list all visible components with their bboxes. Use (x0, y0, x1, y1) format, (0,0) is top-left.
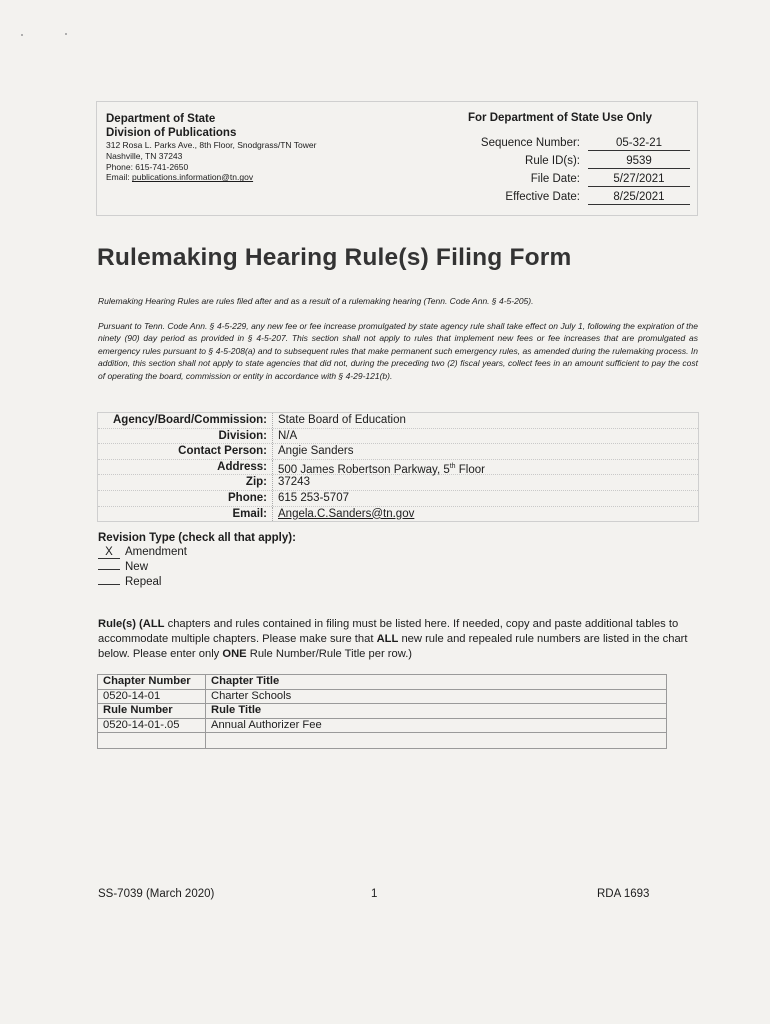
division-label: Division: (98, 429, 273, 444)
division-name: Division of Publications (106, 127, 237, 139)
rules-prefix: Rule(s) ( (98, 618, 143, 630)
email-link[interactable]: publications.information@tn.gov (131, 172, 254, 183)
footer-form-id: SS-7039 (March 2020) (98, 888, 215, 900)
rule-id-value: 9539 (588, 155, 690, 169)
phone-value: 615 253-5707 (278, 491, 349, 504)
address-row (98, 460, 698, 476)
contact-label: Contact Person: (98, 444, 273, 459)
zip-value: 37243 (278, 476, 310, 489)
table-row (98, 718, 667, 733)
use-only-title: For Department of State Use Only (468, 112, 653, 124)
revision-option-label: New (125, 561, 149, 573)
phone-label: Phone: (98, 491, 273, 506)
rule-id-label: Rule ID(s): (525, 155, 580, 167)
rules-one: ONE (222, 648, 247, 661)
dept-name: Department of State (106, 113, 216, 125)
effective-date-label: Effective Date: (505, 191, 580, 203)
rule-title-header: Rule Title (206, 704, 667, 719)
chapter-number-cell: 0520-14-01 (98, 689, 206, 704)
agency-email-value[interactable]: Angela.C.Sanders@tn.gov (278, 507, 415, 520)
empty-title-cell (206, 733, 667, 749)
rules-all-2: ALL (376, 633, 399, 646)
rules-text-2: new rule and repealed rule numbers are listed in the chart below. Please enter only (98, 633, 688, 661)
note-fees: Pursuant to Tenn. Code Ann. § 4-5-229, any new fee or fee increase promulgated by state agency rule shall take effect on July 1, following the expiration of the ninety (90) day period as provided in § 4-5-207. This section shall not apply to rules that implement new fees or fee increases that are promulgated as emergency rules pursuant to § 4-5-208(a) and to subsequent rules that make permanent such emergency rules, as amended during the rulemaking process. In addition, this section shall not apply to state agencies that did not, during the preceding two (2) fiscal years, collect fees in an amount sufficient to pay the cost of operating the board, commission or entity in accordance with § 4-29-121(b). (98, 321, 698, 381)
footer-page-number: 1 (371, 888, 378, 900)
dept-address (106, 140, 316, 183)
sequence-number-row (440, 136, 690, 154)
revision-title: Revision Type (check all that apply): (98, 532, 296, 544)
division-value: N/A (278, 429, 298, 442)
revision-mark[interactable] (98, 569, 120, 570)
email-line (106, 172, 316, 183)
address-value-floor: Floor (455, 463, 485, 476)
rule-title-cell: Annual Authorizer Fee (206, 718, 667, 733)
phone-row (98, 491, 698, 507)
dept-heading (106, 112, 236, 140)
rule-number-cell: 0520-14-01-.05 (98, 718, 206, 733)
address-value (273, 460, 485, 475)
revision-option-repeal[interactable] (98, 576, 161, 591)
table-row (98, 675, 667, 690)
sequence-number-label: Sequence Number: (480, 137, 580, 149)
contact-value: Angie Sanders (278, 445, 354, 458)
revision-option-label: Amendment (125, 546, 188, 558)
address-line1: 312 Rosa L. Parks Ave., 8th Floor, Snodgrass/TN Tower (106, 140, 317, 150)
file-date-label: File Date: (530, 173, 580, 185)
address-line2: Nashville, TN 37243 (106, 150, 183, 161)
sequence-number-value: 05-32-21 (588, 137, 690, 151)
contact-row (98, 444, 698, 460)
effective-date-value: 8/25/2021 (588, 191, 690, 205)
file-date-row (440, 172, 690, 190)
chapter-title-header: Chapter Title (206, 675, 667, 690)
rules-table (97, 674, 667, 749)
email-row (98, 507, 698, 522)
file-date-value: 5/27/2021 (588, 173, 690, 187)
empty-number-cell (98, 733, 206, 749)
revision-mark[interactable] (98, 584, 120, 585)
rules-instructions (98, 617, 688, 663)
email-label: Email: (106, 172, 132, 183)
effective-date-row (440, 190, 690, 208)
agency-table (97, 412, 699, 522)
table-row (98, 704, 667, 719)
rules-text-3: Rule Number/Rule Title per row.) (246, 648, 413, 661)
zip-row (98, 475, 698, 491)
revision-mark[interactable]: X (98, 546, 120, 559)
table-row (98, 733, 667, 749)
agency-label: Agency/Board/Commission: (98, 413, 273, 428)
phone-line: Phone: 615-741-2650 (106, 161, 189, 172)
revision-option-amendment[interactable] (98, 546, 187, 561)
revision-option-new[interactable] (98, 561, 148, 576)
scan-speck (65, 33, 67, 35)
footer-rda: RDA 1693 (597, 888, 650, 900)
table-row (98, 689, 667, 704)
revision-option-label: Repeal (125, 576, 162, 588)
agency-value: State Board of Education (278, 414, 406, 426)
rule-id-row (440, 154, 690, 172)
zip-label: Zip: (98, 475, 273, 490)
address-label: Address: (98, 460, 273, 475)
scan-speck (21, 34, 23, 36)
address-value-main: 500 James Robertson Parkway, 5 (278, 463, 450, 476)
rules-all-1: ALL (142, 618, 165, 630)
note-definition: Rulemaking Hearing Rules are rules filed after and as a result of a rulemaking hearing (Tenn. Code Ann. § 4-5-205). (98, 296, 534, 306)
chapter-title-cell: Charter Schools (206, 689, 667, 704)
rules-text-1: chapters and rules contained in filing must be listed here. If needed, copy and paste additional tables to accommodate multiple chapters. Please make sure that (98, 618, 679, 646)
agency-row (98, 413, 698, 429)
address-value-sup: th (449, 462, 456, 470)
rule-number-header: Rule Number (98, 704, 206, 719)
division-row (98, 429, 698, 445)
form-title: Rulemaking Hearing Rule(s) Filing Form (97, 244, 572, 271)
agency-email-label: Email: (98, 507, 273, 522)
chapter-number-header: Chapter Number (98, 675, 206, 690)
